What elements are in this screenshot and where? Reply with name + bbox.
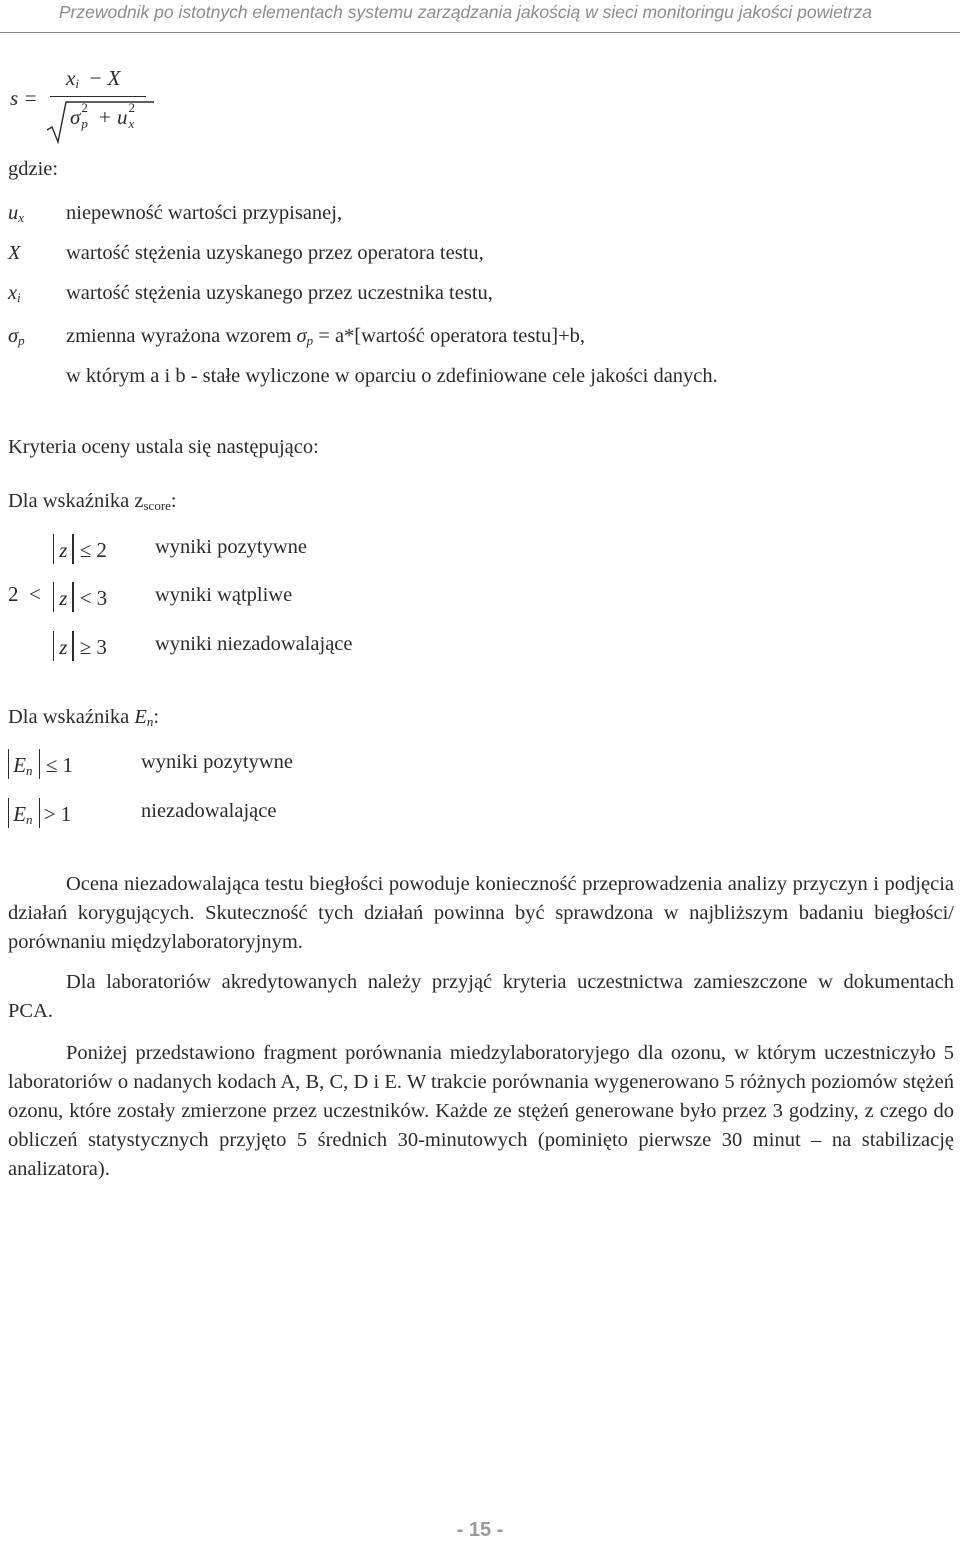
definition-symbol: $\sigma_p$: [8, 325, 25, 348]
formula-lhs: s =: [10, 86, 38, 110]
definition-continuation: w którym a i b - stałe wyliczone w oparciu o zdefiniowane cele jakości danych.: [66, 365, 718, 387]
criteria-condition: En > 1: [8, 798, 71, 828]
paragraph-ozone-comparison: Poniżej przedstawiono fragment porównania miedzylaboratoryjego dla ozonu, w którym uczestniczyło 5 laboratoriów o nadanych kodach A, B, C, D i E. W trakcie porównania wygenerowano 5 różnych poziomów stężeń ozonu, które zostały zmierzone przez uczestników. Każde ze stężeń generowane było przez 3 godziny, z czego do obliczeń statystycznych przyjęto 5 średnich 30-minutowych (pominięto pierwsze 30 minut – na stabilizację analizatora).: [8, 1042, 954, 1180]
z-score-formula: [8, 62, 168, 146]
paragraph-accredited-labs: Dla laboratoriów akredytowanych należy przyjąć kryteria uczestnictwa zamieszczone w dokumentach PCA.: [8, 971, 954, 1022]
criteria-condition: z < 3: [53, 582, 107, 612]
definition-text: wartość stężenia uzyskanego przez operatora testu,: [66, 242, 484, 264]
criteria-result: wyniki pozytywne: [141, 751, 294, 773]
formula-denominator: σ 2 p + u 2 x: [70, 100, 136, 131]
en-label: Dla wskaźnika En:: [8, 706, 160, 729]
criteria-intro: Kryteria oceny ustala się następująco:: [8, 436, 319, 458]
page-header: [0, 0, 960, 33]
definition-text: wartość stężenia uzyskanego przez uczestnika testu,: [66, 282, 493, 304]
criteria-result: wyniki niezadowalające: [155, 633, 353, 655]
definition-text: zmienna wyrażona wzorem σp = a*[wartość operatora testu]+b,: [66, 325, 586, 348]
where-label: gdzie:: [8, 158, 59, 180]
criteria-condition: En ≤ 1: [8, 749, 73, 779]
formula-numerator: xi − X: [66, 66, 121, 91]
criteria-result: wyniki wątpliwe: [155, 584, 293, 606]
zscore-label: Dla wskaźnika $z_{score}$:: [8, 490, 177, 513]
page-number: - 15 -: [456, 1519, 504, 1541]
definition-symbol: X: [8, 242, 21, 264]
criteria-condition: z ≥ 3: [53, 631, 107, 661]
definition-text: niepewność wartości przypisanej,: [66, 202, 343, 224]
criteria-lower-bound: 2 <: [8, 582, 41, 606]
paragraph-assessment: Ocena niezadowalająca testu biegłości powoduje konieczność przeprowadzenia analizy przyczyn i podjęcia działań korygujących. Skuteczność tych działań powinna być sprawdzona w najbliższym badaniu biegłości/ porównaniu międzylaboratoryjnym.: [8, 873, 954, 953]
definition-symbol: $u_x$: [8, 202, 25, 225]
criteria-result: wyniki pozytywne: [155, 536, 308, 558]
criteria-result: niezadowalające: [141, 800, 277, 822]
criteria-condition: z ≤ 2: [53, 534, 107, 564]
definition-symbol: $x_i$: [8, 282, 21, 305]
running-title: Przewodnik po istotnych elementach systemu zarządzania jakością w sieci monitoringu jakości powietrza: [58, 2, 872, 22]
